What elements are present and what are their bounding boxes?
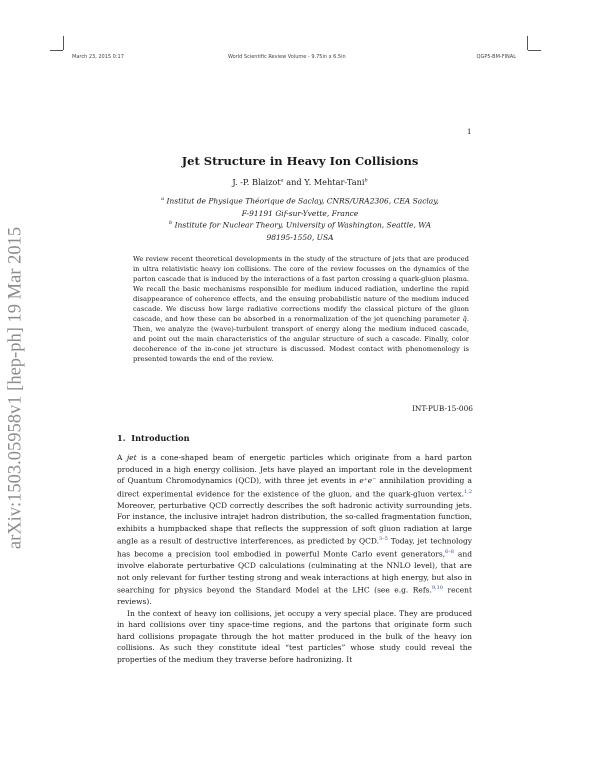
text-run: Moreover, perturbative QCD correctly describes the soft hadronic activity surrounding jets. For instance, the inclusive intrajet hadron distribution, the so-called fragmentation function, exhibits a humpbacked shape that reflects the suppression of soft gluon radiation at large angle as a result of destructive interferences, as predicted by QCD.	[117, 500, 472, 546]
affiliation-line: F-91191 Gif-sur-Yvette, France	[241, 208, 359, 218]
text-run: is a cone-shaped beam of energetic particles which originate from a hard parton produced in a high energy collision. Jets have played an important role in the development of Quantum Chromodynamics (QCD), with three jet events in	[117, 453, 472, 485]
author-name: Y. Mehtar-Tani	[304, 177, 365, 187]
paragraph	[117, 452, 472, 608]
crop-mark	[528, 50, 541, 51]
author-list	[0, 177, 600, 187]
text-run: recent reviews).	[117, 585, 472, 606]
author-affil-mark: b	[364, 177, 368, 184]
arxiv-sidebar	[2, 203, 29, 573]
paper-title: Jet Structure in Heavy Ion Collisions	[181, 154, 419, 168]
author-affil-mark: a	[280, 177, 284, 184]
text-run: annihilation providing a direct experimental evidence for the existence of the gluon, and the quark-gluon vertex.	[117, 476, 472, 498]
author-separator: and	[283, 177, 305, 187]
text-run: Today, jet technology has become a precision tool embodied in powerful Monte Carlo event generators,	[117, 536, 472, 559]
affil-mark: b	[168, 220, 173, 226]
math-ee: e⁺e⁻	[359, 476, 377, 485]
abstract	[133, 254, 469, 365]
affiliation-line	[0, 193, 600, 208]
affiliation-b	[0, 217, 600, 244]
crop-mark	[527, 36, 528, 50]
citation: 1,2	[464, 488, 472, 495]
running-header-volume: World Scientific Review Volume - 9.75in x 6.5in	[228, 54, 346, 60]
report-number: INT-PUB-15-006	[411, 404, 473, 413]
crop-mark	[50, 50, 63, 51]
abstract-text: We review recent theoretical developments in the study of the structure of jets that are produced in ultra relativistic heavy ion collisions. The core of the review focusses on the dynamics of the parton cascade that is induced by the interactions of a fast parton crossing a quark-gluon plasma. We recall the basic mechanisms responsible for medium induced radiation, underline the rapid disappearance of coherence effects, and the ensuing probabilistic nature of the medium induced cascade. We discuss how large radiative corrections modify the classical picture of the gluon cascade, and how these can be absorbed in a renormalization of the jet quenching parameter	[133, 255, 469, 324]
affiliation-a	[0, 193, 600, 220]
affil-text: Institute for Nuclear Theory, University of Washington, Seattle, WA	[174, 220, 431, 230]
abstract-text: . Then, we analyze the (wave)-turbulent transport of energy along the medium induced cascade, and point out the main characteristics of the angular structure of such a cascade. Finally, color decoherence of the in-cone jet structure is discussed. Modest contact with phenomenology is presented towards the end of the review.	[133, 315, 469, 364]
affil-mark: a	[161, 196, 165, 202]
qhat-symbol: q̂	[462, 315, 467, 324]
citation: 9,10	[431, 585, 443, 591]
section-heading	[117, 433, 190, 443]
running-header-date: March 23, 2015 0:17	[72, 54, 124, 60]
paragraph: In the context of heavy ion collisions, jet occupy a very special place. They are produced in hard collisions over tiny space-time regions, and the partons that originate form such hard collisions propagate through the hot matter produced in the bulk of the heavy ion collisions. As such they constitute ideal “test particles” whose study could reveal the properties of the medium they traverse before hadronizing. It	[117, 608, 472, 664]
citation: 3–5	[379, 536, 388, 542]
arxiv-identifier: arXiv:1503.05958v1 [hep-ph] 19 Mar 2015	[5, 226, 25, 550]
page-number: 1	[467, 128, 472, 136]
affiliation-line	[0, 217, 600, 232]
author-name: J. -P. Blaizot	[232, 177, 281, 187]
running-header-file: QGP5-BM-FINAL	[476, 54, 516, 60]
affiliation-line: 98195-1550, USA	[266, 232, 334, 242]
body-text	[117, 452, 472, 665]
affil-text: Institut de Physique Théorique de Saclay, CNRS/URA2306, CEA Saclay,	[166, 196, 439, 206]
section-title: Introduction	[131, 433, 190, 443]
text-run: A	[117, 453, 127, 462]
crop-mark	[63, 36, 64, 50]
citation: 6–8	[445, 549, 454, 555]
section-number: 1.	[117, 433, 126, 443]
emphasis: jet	[126, 453, 137, 462]
text-run: and involve elaborate perturbative QCD calculations (culminating at the NNLO level), that are not only relevant for further testing strong and weak interactions at high energy, but also in searching for physics beyond the Standard Model at the LHC (see e.g. Refs.	[117, 549, 472, 595]
